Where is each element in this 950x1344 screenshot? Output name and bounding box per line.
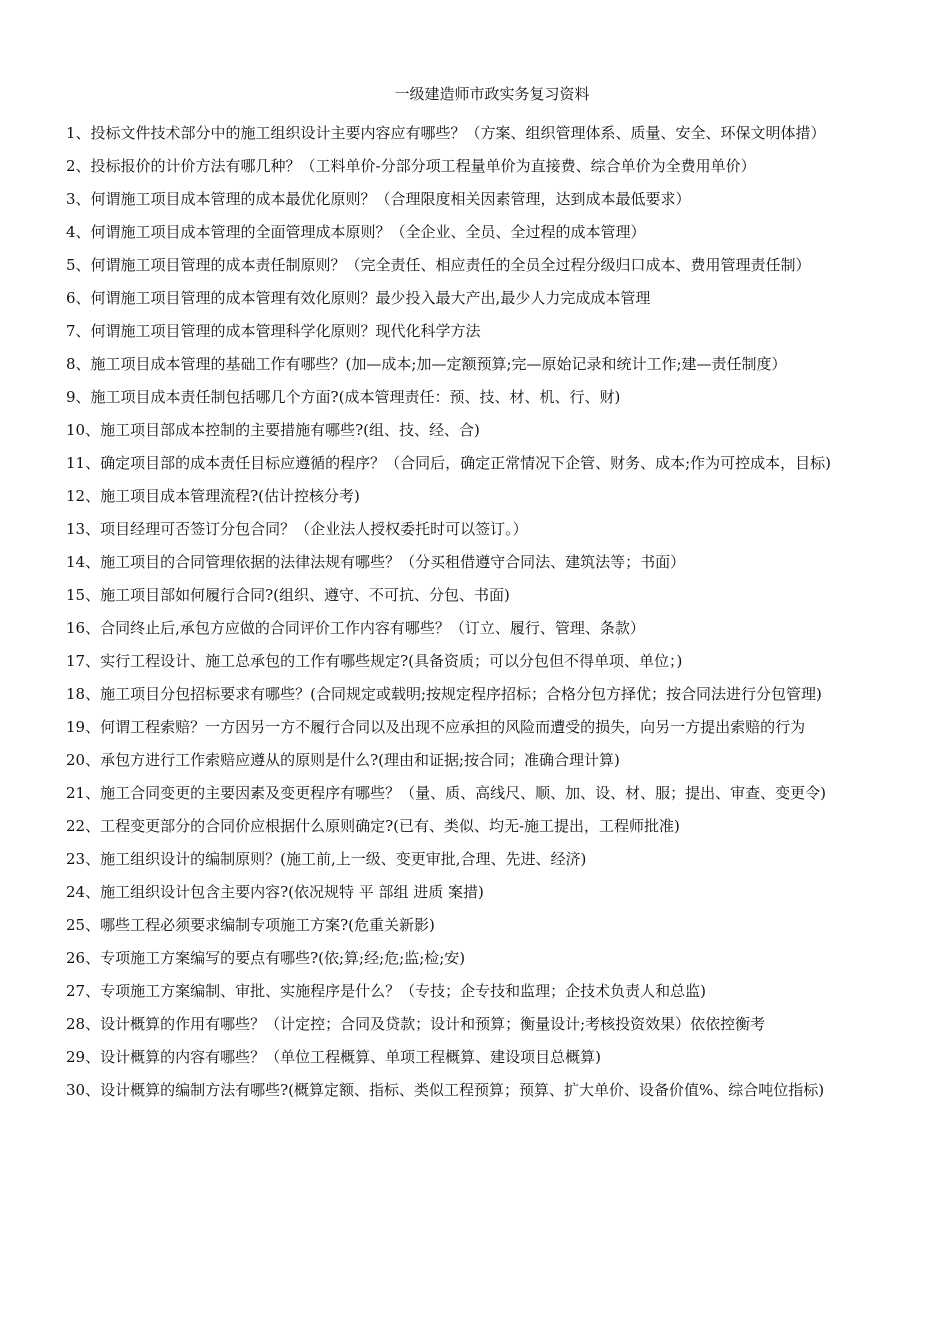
question-item: 25、哪些工程必须要求编制专项施工方案?(危重关新影) — [66, 916, 435, 934]
question-item: 17、实行工程设计、施工总承包的工作有哪些规定?(具备资质；可以分包但不得单项、单位；) — [66, 652, 683, 670]
question-item: 8、施工项目成本管理的基础工作有哪些？(加—成本;加—定额预算;完—原始记录和统计工作;建—责任制度） — [66, 355, 787, 373]
question-item: 20、承包方进行工作索赔应遵从的原则是什么?(理由和证据;按合同；准确合理计算) — [66, 751, 620, 769]
question-item: 24、施工组织设计包含主要内容?(依况规特 平 部组 进质 案措) — [66, 883, 484, 901]
question-item: 21、施工合同变更的主要因素及变更程序有哪些？（量、质、高线尺、顺、加、设、材、服；提出、审查、变更令) — [66, 784, 826, 802]
question-item: 27、专项施工方案编制、审批、实施程序是什么？（专技；企专技和监理；企技术负责人和总监) — [66, 982, 706, 1000]
question-item: 2、投标报价的计价方法有哪几种？（工料单价-分部分项工程量单价为直接费、综合单价为全费用单价） — [66, 157, 756, 175]
question-item: 16、合同终止后,承包方应做的合同评价工作内容有哪些？（订立、履行、管理、条款） — [66, 619, 645, 637]
question-item: 13、项目经理可否签订分包合同？（企业法人授权委托时可以签订。） — [66, 520, 528, 538]
question-item: 3、何谓施工项目成本管理的成本最优化原则？（合理限度相关因素管理，达到成本最低要求） — [66, 190, 691, 208]
question-item: 5、何谓施工项目管理的成本责任制原则？（完全责任、相应责任的全员全过程分级归口成本、费用管理责任制） — [66, 256, 811, 274]
question-item: 19、何谓工程索赔？一方因另一方不履行合同以及出现不应承担的风险而遭受的损失，向另一方提出索赔的行为 — [66, 718, 806, 736]
question-item: 15、施工项目部如何履行合同?(组织、遵守、不可抗、分包、书面) — [66, 586, 510, 604]
question-item: 7、何谓施工项目管理的成本管理科学化原则？现代化科学方法 — [66, 322, 481, 340]
question-item: 12、施工项目成本管理流程?(估计控核分考) — [66, 487, 360, 505]
question-item: 29、设计概算的内容有哪些？（单位工程概算、单项工程概算、建设项目总概算) — [66, 1048, 601, 1066]
question-list — [66, 117, 918, 1107]
document-title: 一级建造师市政实务复习资料 — [394, 85, 590, 103]
question-item: 23、施工组织设计的编制原则？(施工前,上一级、变更审批,合理、先进、经济) — [66, 850, 587, 868]
question-item: 4、何谓施工项目成本管理的全面管理成本原则？（全企业、全员、全过程的成本管理） — [66, 223, 646, 241]
question-item: 10、施工项目部成本控制的主要措施有哪些?(组、技、经、合) — [66, 421, 480, 439]
question-item: 26、专项施工方案编写的要点有哪些?(依;算;经;危;监;检;安) — [66, 949, 466, 967]
question-item: 28、设计概算的作用有哪些？（计定控；合同及贷款；设计和预算；衡量设计;考核投资效果）依依控衡考 — [66, 1015, 766, 1033]
question-item: 22、工程变更部分的合同价应根据什么原则确定?(已有、类似、均无-施工提出，工程师批准) — [66, 817, 680, 835]
document-page — [66, 84, 918, 1107]
question-item: 1、投标文件技术部分中的施工组织设计主要内容应有哪些？（方案、组织管理体系、质量、安全、环保文明体措） — [66, 124, 826, 142]
question-item: 14、施工项目的合同管理依据的法律法规有哪些？（分买租借遵守合同法、建筑法等；书面） — [66, 553, 686, 571]
question-item: 6、何谓施工项目管理的成本管理有效化原则？最少投入最大产出,最少人力完成成本管理 — [66, 289, 651, 307]
question-item: 18、施工项目分包招标要求有哪些？(合同规定或载明;按规定程序招标；合格分包方择优；按合同法进行分包管理) — [66, 685, 822, 703]
question-item: 11、确定项目部的成本责任目标应遵循的程序？（合同后，确定正常情况下企管、财务、成本;作为可控成本，目标) — [66, 454, 831, 472]
question-item: 9、施工项目成本责任制包括哪几个方面?(成本管理责任：预、技、材、机、行、财) — [66, 388, 621, 406]
question-item: 30、设计概算的编制方法有哪些?(概算定额、指标、类似工程预算；预算、扩大单价、设备价值%、综合吨位指标) — [66, 1081, 825, 1099]
